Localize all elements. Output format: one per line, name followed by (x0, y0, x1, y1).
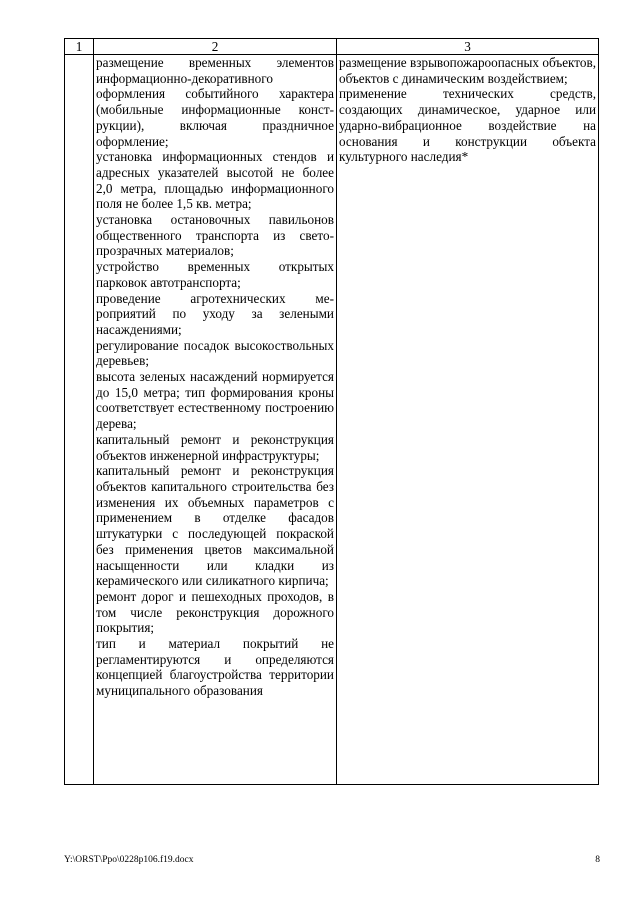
list-item: устройство временных открытых парковок автотранспорта; (96, 259, 334, 290)
column-header-1: 1 (65, 39, 94, 55)
list-item: проведение агротехнических мероприятий по уходу за зелеными насаждениями; (96, 290, 334, 337)
column-header-2: 2 (94, 39, 337, 55)
list-item: высота зеленых насаждений нормируется до 15,0 метра; тип формирования кроны соответствует естественному построению дерева; (96, 369, 334, 432)
column-3-cell (337, 55, 599, 785)
list-item: размещение временных элементов информационно-декоративного оформления событийного характера (мобильные информационные конструкции), включая праздничное оформление; (96, 55, 334, 149)
footer-page-number: 8 (595, 855, 600, 865)
list-item: установка информационных стендов и адресных указателей высотой не более 2,0 метра, площадью информационного поля не более 1,5 кв. метра; (96, 149, 334, 212)
table-header-row (65, 39, 599, 55)
list-item: ремонт дорог и пешеходных проходов, в том числе реконструкция дорожного покрытия; (96, 588, 334, 636)
list-item: капитальный ремонт и реконструкция объектов капитального строительства без изменения их объемных параметров с применением в отделке фасадов штукатурки с последующей покраской без применения цветов максимальной насыщенности или кладки из керамического или силикатного кирпича; (96, 463, 334, 589)
footer-file-path: Y:\ORST\Ppo\0228p106.f19.docx (64, 855, 194, 865)
column-1-cell (65, 55, 94, 785)
list-item: регулирование посадок высокоствольных деревьев; (96, 337, 334, 369)
column-header-3: 3 (337, 39, 599, 55)
list-item: установка остановочных павильонов общественного транспорта из светопрозрачных материалов; (96, 212, 334, 259)
list-item: тип и материал покрытий не регламентируются и определяются концепцией благоустройства территории муниципального образования (96, 636, 334, 699)
table-row (65, 55, 599, 785)
list-item: размещение взрывопожароопасных объектов, объектов с динамическим воздействием; (339, 55, 596, 86)
list-item: капитальный ремонт и реконструкция объектов инженерной инфраструктуры; (96, 431, 334, 463)
column-2-cell (94, 55, 337, 785)
list-item: применение технических средств, создающих динамическое, ударное или ударно-вибрационное воздействие на основания и конструкции объекта культурного наследия* (339, 86, 596, 165)
regulations-table (64, 38, 599, 785)
